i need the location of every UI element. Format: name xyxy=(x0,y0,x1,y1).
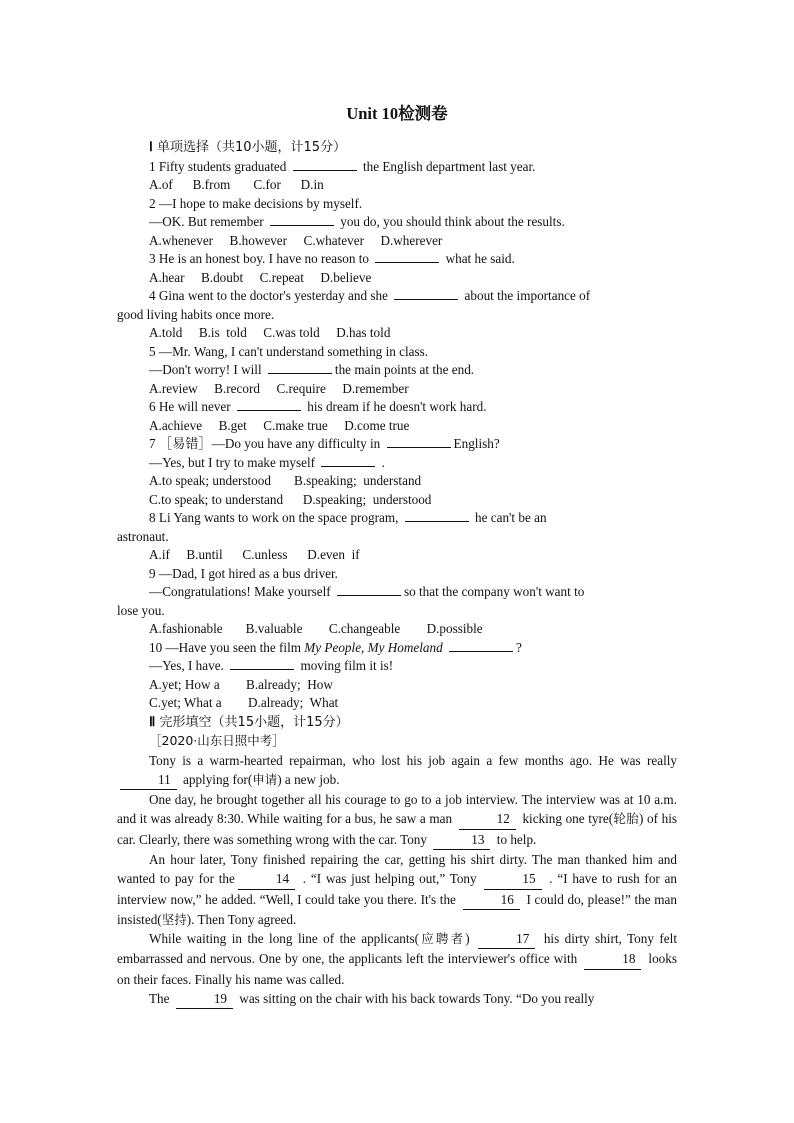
cloze-blank-15[interactable]: 15 xyxy=(484,869,541,889)
section-heading-1: Ⅰ 单项选择（共10小题，计15分） xyxy=(149,139,347,155)
answer-blank[interactable] xyxy=(394,287,458,300)
worksheet-content xyxy=(117,138,677,1009)
question-3-options: A.hear B.doubt C.repeat D.believe xyxy=(149,269,372,285)
film-title: My People, My Homeland xyxy=(304,639,443,655)
question-6-options: A.achieve B.get C.make true D.come true xyxy=(149,417,410,433)
section-heading-2: Ⅱ 完形填空（共15小题，计15分） xyxy=(149,713,349,730)
question-7-options-1: A.to speak; understood B.speaking; understand xyxy=(149,473,422,488)
passage-paragraph-4: While waiting in the long line of the applicants(应聘者) 17 his dirty shirt, Tony felt embarrassed and nervous. One by one, the applicants left the interviewer's office with 18 looks on their faces. Finally his name was called. xyxy=(117,931,677,987)
answer-blank[interactable] xyxy=(387,435,451,448)
cloze-blank-13[interactable]: 13 xyxy=(433,830,490,850)
cloze-blank-14[interactable]: 14 xyxy=(238,869,295,889)
answer-blank[interactable] xyxy=(321,454,375,467)
question-6: 6 He will never his dream if he doesn't work hard. xyxy=(149,399,487,414)
question-10: 10 —Have you seen the film My People, My Homeland ? xyxy=(149,639,522,655)
answer-blank[interactable] xyxy=(230,657,294,670)
cloze-blank-12[interactable]: 12 xyxy=(459,809,516,829)
question-4: 4 Gina went to the doctor's yesterday and she about the importance of xyxy=(149,288,591,303)
cloze-blank-16[interactable]: 16 xyxy=(463,890,520,910)
question-1: 1 Fifty students graduated the English department last year. xyxy=(149,158,536,174)
cloze-blank-18[interactable]: 18 xyxy=(584,949,641,969)
answer-blank[interactable] xyxy=(237,398,301,411)
answer-blank[interactable] xyxy=(375,250,439,263)
question-5-options: A.review B.record C.require D.remember xyxy=(149,380,409,396)
answer-blank[interactable] xyxy=(268,361,332,374)
question-4-options: A.told B.is told C.was told D.has told xyxy=(149,325,391,340)
answer-blank[interactable] xyxy=(293,158,357,171)
cloze-blank-17[interactable]: 17 xyxy=(478,929,535,949)
question-2-response: —OK. But remember you do, you should think about the results. xyxy=(149,214,565,229)
cloze-blank-19[interactable]: 19 xyxy=(176,989,233,1009)
passage-paragraph-3: An hour later, Tony finished repairing the car, getting his shirt dirty. The man thanked him and wanted to pay for the 14 . “I was just helping out,” Tony 15 . “I have to rush for an interview now,” he added. “Well, I could take you there. It's the 16 I could do, please!” the man insisted(坚持). Then Tony agreed. xyxy=(117,851,677,927)
question-3: 3 He is an honest boy. I have no reason to what he said. xyxy=(149,251,515,266)
question-9-options: A.fashionable B.valuable C.changeable D.possible xyxy=(149,621,483,636)
passage-paragraph-5: The 19 was sitting on the chair with his back towards Tony. “Do you really xyxy=(117,989,677,1009)
question-9: 9 —Dad, I got hired as a bus driver. xyxy=(149,565,338,581)
page-title: Unit 10检测卷 xyxy=(346,104,448,123)
cloze-blank-11[interactable]: 11 xyxy=(120,770,177,790)
source-note: ［2020·山东日照中考］ xyxy=(149,733,285,748)
question-9-response: —Congratulations! Make yourself so that the company won't want to xyxy=(149,584,585,599)
question-8: 8 Li Yang wants to work on the space program, he can't be an xyxy=(149,510,547,525)
question-10-options-1: A.yet; How a B.already; How xyxy=(149,676,333,692)
question-7: 7 ［易错］—Do you have any difficulty in English? xyxy=(149,436,500,451)
answer-blank[interactable] xyxy=(405,509,469,522)
question-7-response: —Yes, but I try to make myself . xyxy=(149,454,385,470)
question-2: 2 —I hope to make decisions by myself. xyxy=(149,195,363,211)
question-1-options: A.of B.from C.for D.in xyxy=(149,177,324,192)
passage-paragraph-2: One day, he brought together all his courage to go to a job interview. The interview was at 10 a.m. and it was already 8:30. While waiting for a bus, he saw a man 12 kicking one tyre(轮胎) of his car. Clearly, there was something wrong with the car. Tony 13 to help. xyxy=(117,790,677,850)
answer-blank[interactable] xyxy=(270,213,334,226)
answer-blank[interactable] xyxy=(337,583,401,596)
question-5-response: —Don't worry! I will the main points at the end. xyxy=(149,362,475,377)
question-10-options-2: C.yet; What a D.already; What xyxy=(149,695,339,710)
question-9-continued: lose you. xyxy=(117,602,165,618)
question-4-continued: good living habits once more. xyxy=(117,306,275,322)
question-8-options: A.if B.until C.unless D.even if xyxy=(149,547,360,562)
answer-blank[interactable] xyxy=(449,639,513,652)
passage-paragraph-1: Tony is a warm-hearted repairman, who lost his job again a few months ago. He was really 11 applying for(申请) a new job. xyxy=(117,751,677,791)
question-8-continued: astronaut. xyxy=(117,528,169,544)
question-7-options-2: C.to speak; to understand D.speaking; understood xyxy=(149,491,432,507)
question-10-response: —Yes, I have. moving film it is! xyxy=(149,658,394,673)
question-5: 5 —Mr. Wang, I can't understand something in class. xyxy=(149,343,429,359)
question-2-options: A.whenever B.however C.whatever D.wherever xyxy=(149,232,443,248)
